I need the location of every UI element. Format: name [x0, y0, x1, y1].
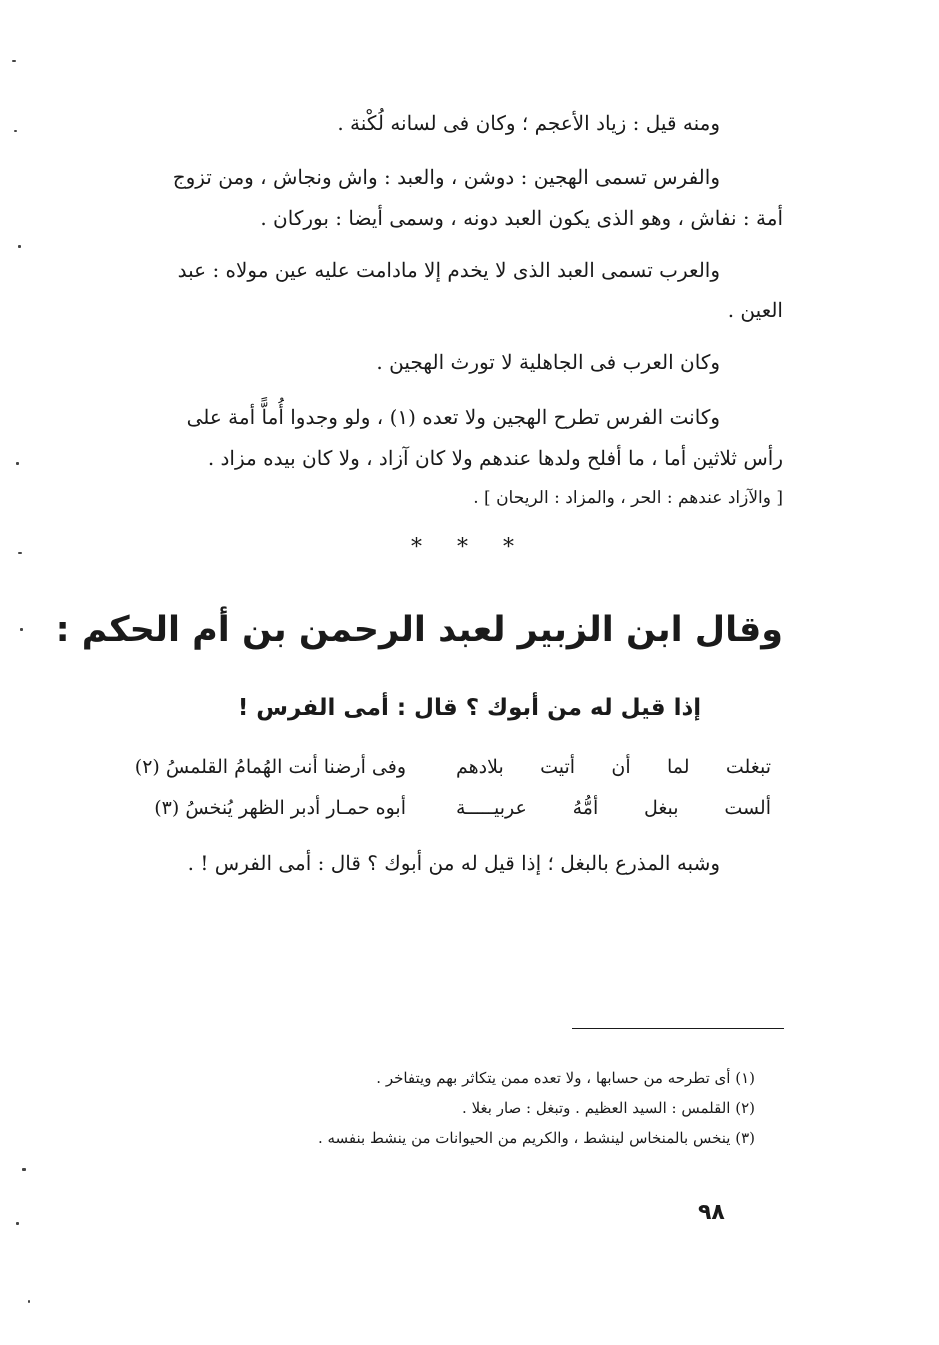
text-line: والعرب تسمى العبد الذى لا يخدم إلا مادامت عليه عين مولاه : عبد	[177, 258, 720, 282]
verse-line	[131, 752, 771, 782]
verse-first-hemistich: ألست ببغل أمُّهُ عربيـــــة	[456, 797, 771, 819]
scan-speck	[18, 552, 22, 554]
section-subheading: إذا قيل له من أبوك ؟ قال : أمى الفرس !	[237, 695, 702, 721]
text-line: وكانت الفرس تطرح الهجين ولا تعده (١) ، ولو وجدوا أُماًّ أمة على	[186, 405, 720, 429]
page-number: ٩٨	[698, 1200, 725, 1225]
scan-speck	[16, 462, 19, 465]
scan-speck	[28, 1300, 30, 1303]
closing-line: وشبه المذرع بالبغل ؛ إذا قيل له من أبوك ؟ قال : أمى الفرس ! .	[187, 851, 720, 875]
bracket-note: [ والآزاد عندهم : الحر ، والمزاد : الريحان ] .	[473, 488, 783, 508]
scan-speck	[12, 60, 16, 62]
text-line: أمة : نفاش ، وهو الذى يكون العبد دونه ، وسمى أيضا : بوركان .	[260, 206, 783, 230]
text-line: والفرس تسمى الهجين : دوشن ، والعبد : واش ونجاش ، ومن تزوج	[172, 165, 720, 189]
text-line: وكان العرب فى الجاهلية لا تورث الهجين .	[376, 350, 720, 374]
scan-speck	[22, 1168, 26, 1171]
section-separator: * * *	[411, 535, 528, 560]
footnote: (١) أى تطرحه من حسابها ، ولا تعده ممن يتكاثر بهم ويتفاخر .	[376, 1069, 755, 1087]
verse-line	[131, 793, 771, 823]
footnote: (٢) القلمس : السيد العظيم . وتبغل : صار بغلا .	[462, 1099, 755, 1117]
scan-speck	[18, 245, 21, 248]
section-heading: وقال ابن الزبير لعبد الرحمن بن أم الحكم :	[55, 610, 783, 650]
scan-speck	[14, 130, 17, 132]
verse-first-hemistich: تبغلت لما أن أتيت بلادهم	[456, 756, 771, 778]
text-line: ومنه قيل : زياد الأعجم ؛ وكان فى لسانه لُكْنة .	[337, 111, 720, 135]
verse-second-hemistich: وفى أرضنا أنت الهُمامُ القلمسُ (٢)	[134, 756, 406, 778]
text-line: العين .	[727, 298, 783, 322]
footnote: (٣) ينخس بالمنخاس لينشط ، والكريم من الحيوانات من ينشط بنفسه .	[317, 1129, 755, 1147]
footnote-divider	[572, 1028, 784, 1029]
verse-second-hemistich: أبوه حمـار أدبر الظهر يُنخسُ (٣)	[154, 797, 406, 819]
scan-speck	[16, 1222, 19, 1225]
text-line: رأس ثلاثين أما ، ما أفلح ولدها عندهم ولا كان آزاد ، ولا كان بيده مزاد .	[207, 446, 783, 470]
scan-speck	[20, 628, 23, 631]
